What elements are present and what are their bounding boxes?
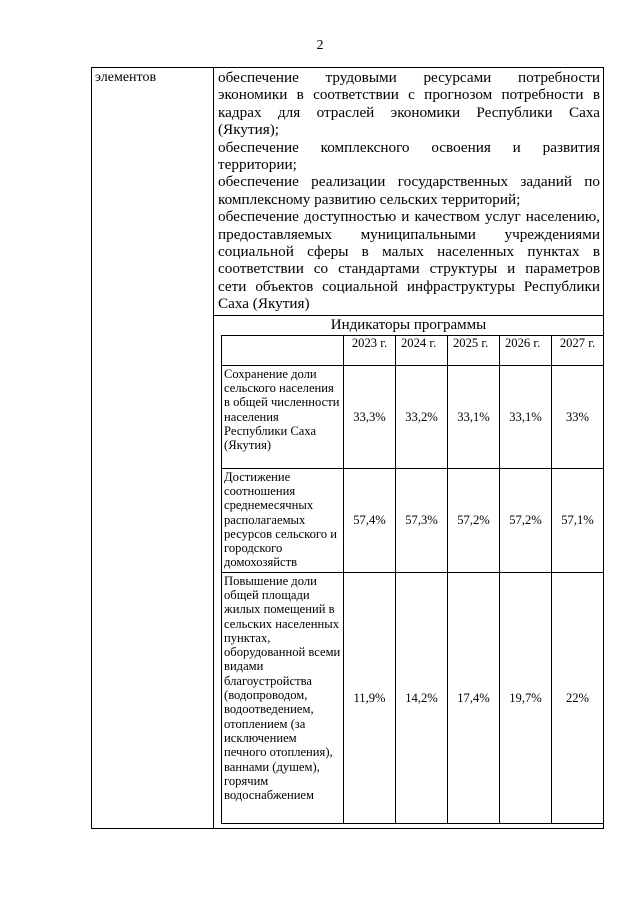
indicator-value: 57,4% [344,468,396,572]
table-row [222,468,604,572]
year-header: 2027 г. [552,335,604,365]
page-number: 2 [316,38,324,53]
indicator-value: 57,3% [396,468,448,572]
goal-item: обеспечение реализации государственных заданий по комплексному развитию сельских территорий; [218,173,600,208]
indicator-value: 19,7% [500,572,552,823]
indicator-value: 57,2% [500,468,552,572]
indicator-value: 17,4% [448,572,500,823]
year-header: 2023 г. [344,335,396,365]
goal-item: обеспечение трудовыми ресурсами потребности экономики в соответствии с прогнозом потребности в кадрах для отраслей экономики Республики Саха (Якутия); [218,69,600,139]
indicator-value: 11,9% [344,572,396,823]
indicators-title: Индикаторы программы [330,316,487,333]
indicator-value: 33,2% [396,365,448,468]
indicator-value: 33,3% [344,365,396,468]
goals-cell [214,68,604,316]
indicator-value: 22% [552,572,604,823]
goal-item: обеспечение комплексного освоения и развития территории; [218,138,600,174]
indicator-value: 33% [552,365,604,468]
indicator-name: Сохранение доли сельского населения в общей численности населения Республики Саха (Якутия) [222,365,344,468]
year-header: 2024 г. [396,335,448,365]
table-row [222,365,604,468]
year-header: 2025 г. [448,335,500,365]
indicator-name: Достижение соотношения среднемесячных располагаемых ресурсов сельского и городского домохозяйств [222,468,344,572]
indicator-value: 33,1% [500,365,552,468]
indicator-value: 33,1% [448,365,500,468]
header-empty-cell [222,335,344,365]
indicator-name: Повышение доли общей площади жилых помещений в сельских населенных пунктах, оборудованной всеми видами благоустройства (водопроводом, водоотведением, отоплением (за исключением печного отопления), ваннами (душем), горячим водоснабжением [222,572,344,823]
indicator-value: 14,2% [396,572,448,823]
indicator-value: 57,2% [448,468,500,572]
goal-item: обеспечение доступностью и качеством услуг населению, предоставляемых муниципальными учреждениями социальной сферы в малых населенных пунктах в соответствии со стандартами структуры и параметров сети объектов социальной инфраструктуры Республики Саха (Якутия) [218,208,600,313]
row-label: элементов [92,68,214,829]
indicators-cell [214,315,604,828]
indicators-header-row [222,335,604,365]
table-row [222,572,604,823]
year-header: 2026 г. [500,335,552,365]
indicator-value: 57,1% [552,468,604,572]
indicators-table [221,335,604,824]
passport-table [91,67,604,829]
